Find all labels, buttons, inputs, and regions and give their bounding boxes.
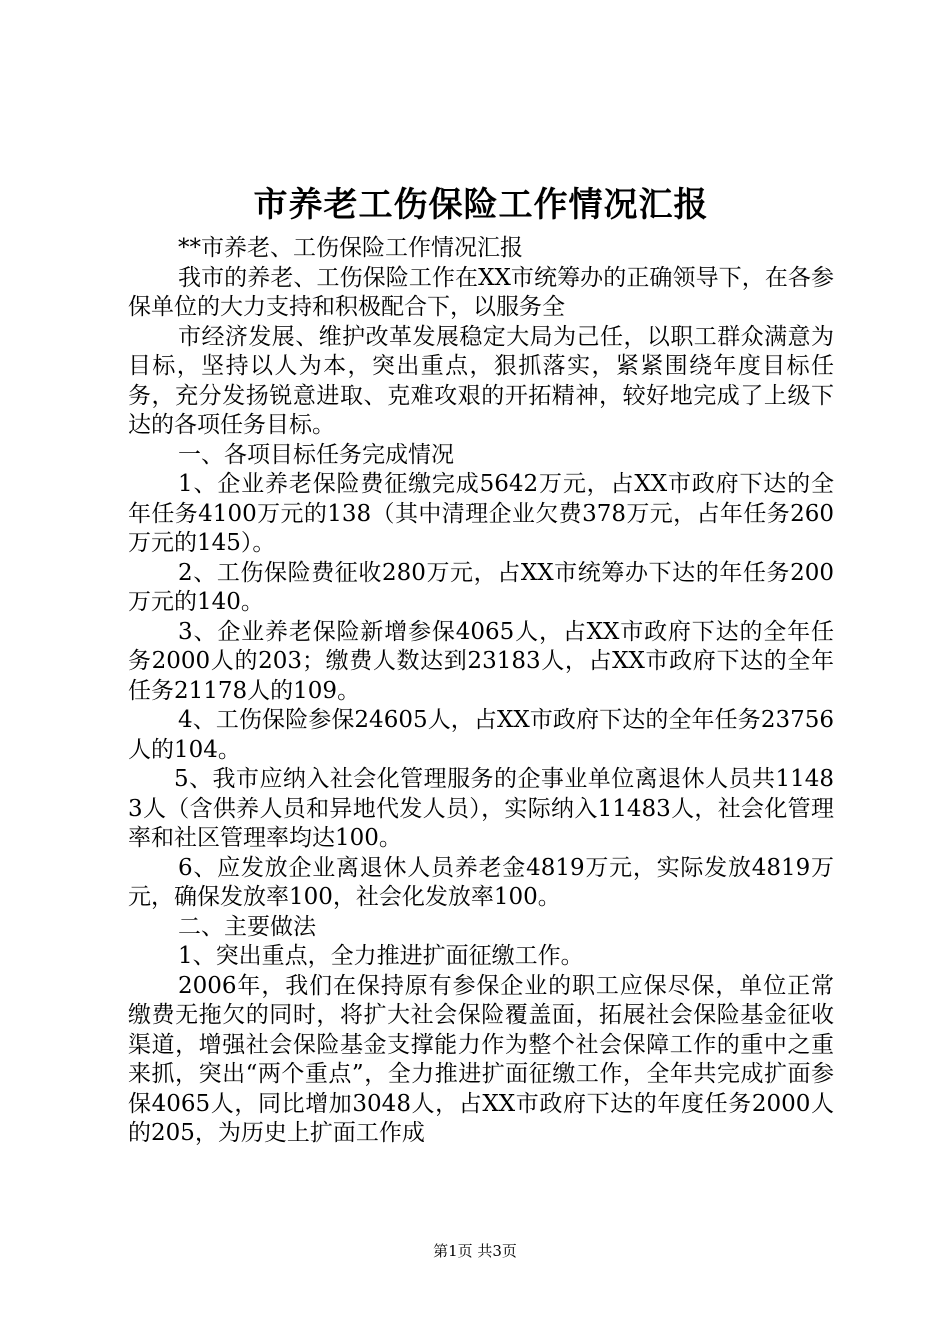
paragraph-item-3: 3、企业养老保险新增参保4065人，占XX市政府下达的全年任务2000人的203；缴费人数达到23183人，占XX市政府下达的全年任务21178人的109。 (128, 618, 834, 704)
paragraph-subtitle: **市养老、工伤保险工作情况汇报 (178, 235, 523, 261)
paragraph-item-1: 1、企业养老保险费征缴完成5642万元，占XX市政府下达的全年任务4100万元的138（其中清理企业欠费378万元，占年任务260万元的145）。 (128, 471, 834, 556)
paragraph-intro-continued: 市经济发展、维护改革发展稳定大局为己任，以职工群众满意为目标，坚持以人为本，突出重点，狠抓落实，紧紧围绕年度目标任务，充分发扬锐意进取、克难攻艰的开拓精神，较好地完成了上级下达的各项任务目标。 (128, 323, 834, 438)
paragraph-body: 2006年，我们在保持原有参保企业的职工应保尽保，单位正常缴费无拖欠的同时，将扩大社会保险覆盖面，拓展社会保险基金征收渠道，增强社会保险基金支撑能力作为整个社会保障工作的重中之重来抓，突出“两个重点”，全力推进扩面征缴工作，全年共完成扩面参保4065人，同比增加3048人，占XX市政府下达的年度任务2000人的205，为历史上扩面工作成 (128, 972, 834, 1146)
paragraph-item-2: 2、工伤保险费征收280万元，占XX市统筹办下达的年任务200万元的140。 (128, 559, 834, 615)
page-footer: 第1页 共3页 (433, 1242, 517, 1260)
document-title: 市养老工伤保险工作情况汇报 (253, 185, 709, 225)
paragraph-item-6: 6、应发放企业离退休人员养老金4819万元，实际发放4819万元，确保发放率100，社会化发放率100。 (128, 854, 834, 910)
subsection-heading-1: 1、突出重点，全力推进扩面征缴工作。 (178, 943, 584, 969)
paragraph-intro: 我市的养老、工伤保险工作在XX市统筹办的正确领导下，在各参保单位的大力支持和积极配合下，以服务全 (128, 264, 834, 320)
paragraph-item-4: 4、工伤保险参保24605人，占XX市政府下达的全年任务23756人的104。 (128, 707, 834, 763)
section-heading-2: 二、主要做法 (178, 913, 316, 940)
document-page (128, 180, 834, 1149)
section-heading-1: 一、各项目标任务完成情况 (178, 441, 454, 468)
paragraph-item-5: 5、我市应纳入社会化管理服务的企事业单位离退休人员共11483人（含供养人员和异地代发人员），实际纳入11483人，社会化管理率和社区管理率均达100。 (128, 766, 834, 851)
